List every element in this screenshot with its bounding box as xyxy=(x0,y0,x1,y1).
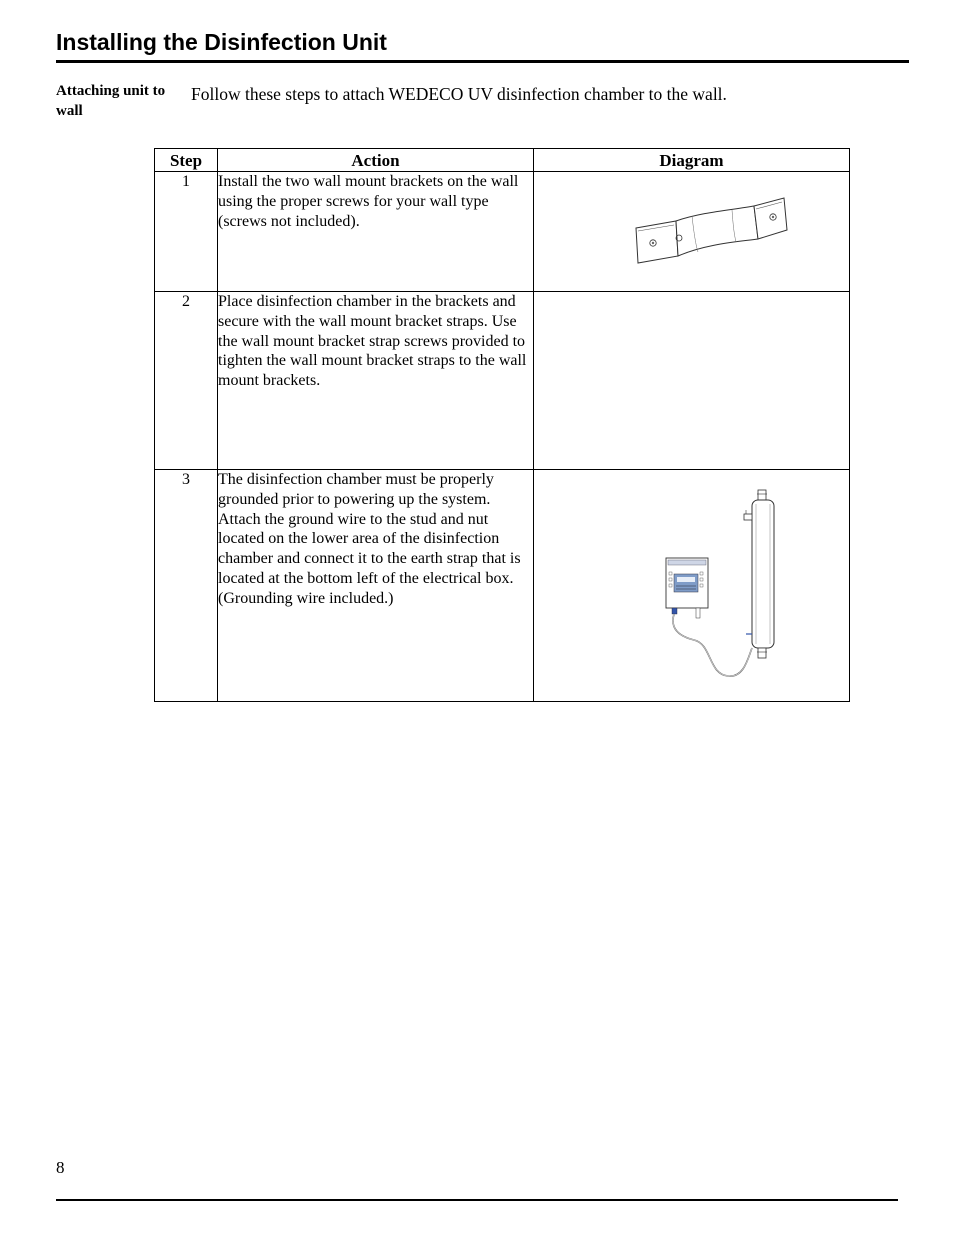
title-rule xyxy=(56,60,909,63)
header-diagram: Diagram xyxy=(534,149,850,172)
step-action: Place disinfection chamber in the brackets and secure with the wall mount bracket straps. Use the wall mount bracket strap screws provided to tighten the wall mount bracket straps to the wall mount brackets. xyxy=(218,292,534,470)
table-row xyxy=(155,292,850,470)
step-diagram xyxy=(534,470,850,702)
step-number: 1 xyxy=(155,172,218,292)
header-action: Action xyxy=(218,149,534,172)
step-action: Install the two wall mount brackets on the wall using the proper screws for your wall type (screws not included). xyxy=(218,172,534,292)
table-row xyxy=(155,172,850,292)
footer-rule xyxy=(56,1199,898,1201)
steps-table xyxy=(154,148,850,702)
page-title: Installing the Disinfection Unit xyxy=(56,29,387,55)
table-row xyxy=(155,470,850,702)
table-header-row xyxy=(155,149,850,172)
chamber-and-control-box-illustration xyxy=(664,488,784,684)
page-number: 8 xyxy=(56,1158,65,1177)
step-number: 2 xyxy=(155,292,218,470)
step-action: The disinfection chamber must be properly grounded prior to powering up the system. Attach the ground wire to the stud and nut located on the lower area of the disinfection chamber and connect it to the earth strap that is located at the bottom left of the electrical box. (Grounding wire included.) xyxy=(218,470,534,702)
wall-mount-bracket-illustration xyxy=(632,194,792,266)
step-diagram xyxy=(534,292,850,470)
step-diagram xyxy=(534,172,850,292)
step-number: 3 xyxy=(155,470,218,702)
section-heading: Attaching unit to wall xyxy=(56,83,166,119)
header-step: Step xyxy=(155,149,218,172)
intro-text: Follow these steps to attach WEDECO UV disinfection chamber to the wall. xyxy=(191,84,727,104)
